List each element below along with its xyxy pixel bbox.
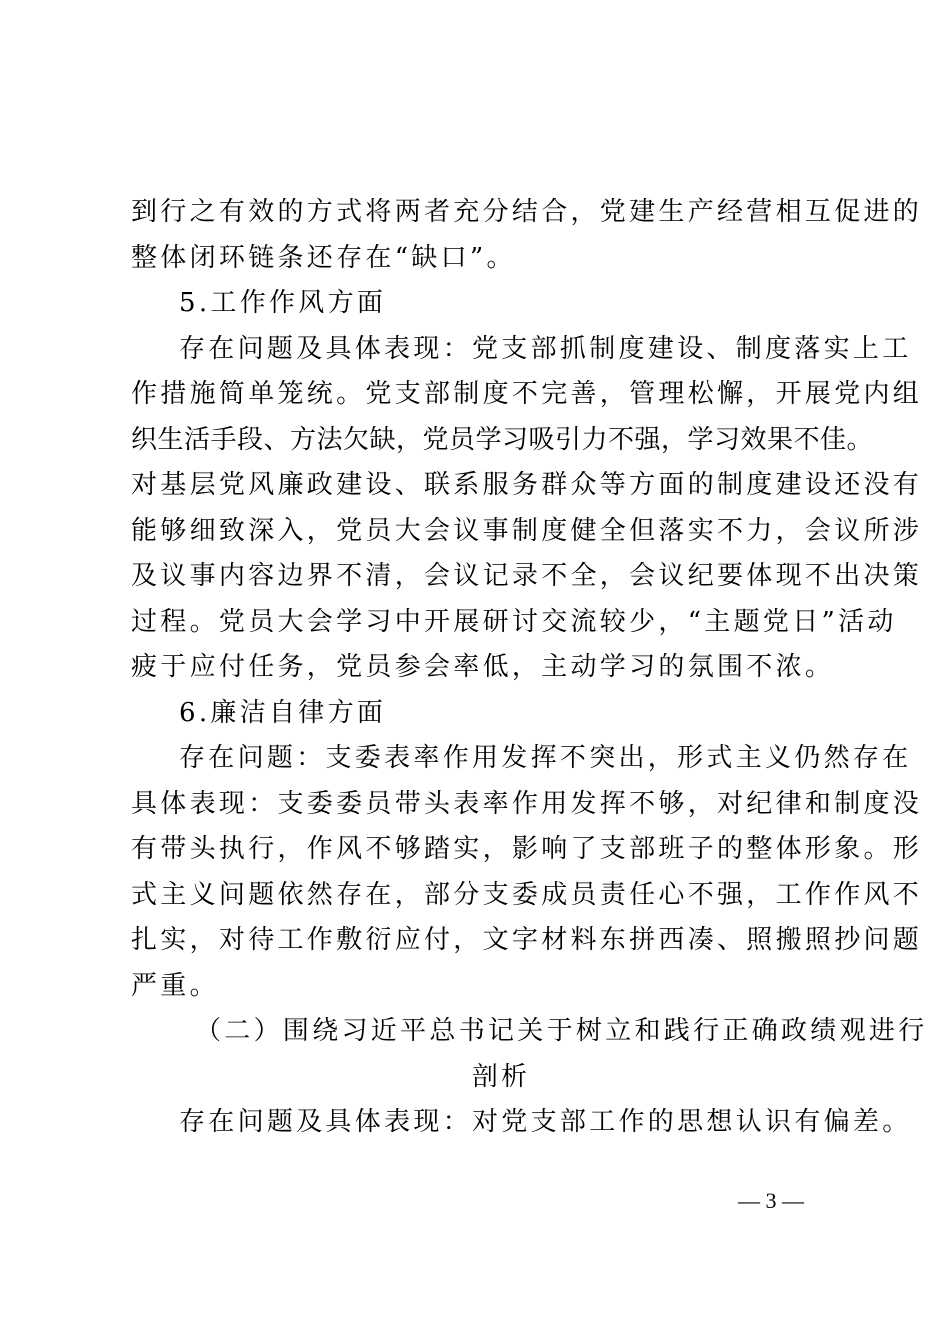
paragraph-line: 过程。党员大会学习中开展研讨交流较少，“主题党日”活动 <box>131 606 897 637</box>
paragraph-line: 织生活手段、方法欠缺，党员学习吸引力不强，学习效果不佳。 <box>131 424 874 455</box>
paragraph-line: 存在问题及具体表现：对党支部工作的思想认识有偏差。 <box>179 1107 912 1137</box>
paragraph-line: 对基层党风廉政建设、联系服务群众等方面的制度建设还没有 <box>131 470 923 500</box>
paragraph-line: 整体闭环链条还存在“缺口”。 <box>131 242 516 273</box>
paragraph-line: 严重。 <box>131 970 219 1001</box>
paragraph-line: 式主义问题依然存在，部分支委成员责任心不强，工作作风不 <box>131 879 923 910</box>
paragraph-line: 扎实，对待工作敷衍应付，文字材料东拼西凑、照搬照抄问题 <box>131 925 923 955</box>
paragraph-line: 存在问题及具体表现：党支部抓制度建设、制度落实上工 <box>179 333 912 364</box>
paragraph-line: 存在问题：支委表率作用发挥不突出，形式主义仍然存在 <box>179 743 912 773</box>
paragraph-line: 疲于应付任务，党员参会率低，主动学习的氛围不浓。 <box>131 652 835 682</box>
paragraph-line: 能够细致深入，党员大会议事制度健全但落实不力，会议所涉 <box>131 515 923 546</box>
paragraph-line: 有带头执行，作风不够踏实，影响了支部班子的整体形象。形 <box>131 834 923 864</box>
page-number: — 3 — <box>738 1188 804 1213</box>
document-body <box>131 190 928 1146</box>
subtitle-part-2: （二）围绕习近平总书记关于树立和践行正确政绩观进行 <box>195 1016 928 1046</box>
paragraph-line: 作措施简单笼统。党支部制度不完善，管理松懈，开展党内组 <box>131 379 923 409</box>
paragraph-line: 及议事内容边界不清，会议记录不全，会议纪要体现不出决策 <box>131 561 923 591</box>
section-heading-work-style: 5.工作作风方面 <box>179 288 387 318</box>
subtitle-part-2-continued: 剖析 <box>471 1061 531 1092</box>
paragraph-line: 具体表现：支委委员带头表率作用发挥不够，对纪律和制度没 <box>131 788 923 819</box>
section-heading-integrity: 6.廉洁自律方面 <box>179 697 387 728</box>
paragraph-line: 到行之有效的方式将两者充分结合，党建生产经营相互促进的 <box>131 197 923 227</box>
